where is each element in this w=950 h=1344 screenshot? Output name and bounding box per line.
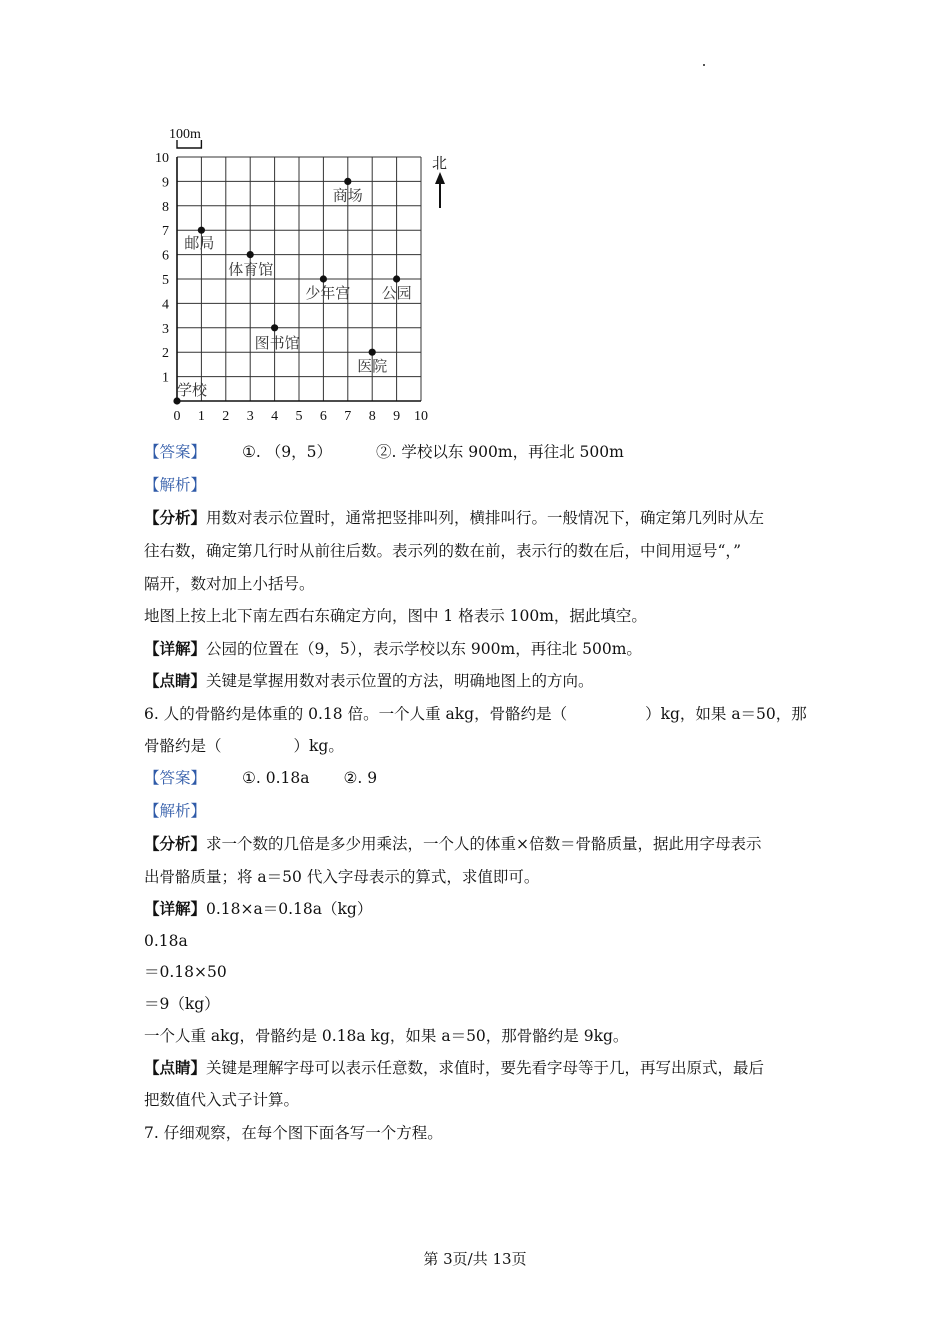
x-tick-label: 8 [368,409,376,424]
map-point [271,324,278,331]
q5-answer-2: ②. 学校以东 900m，再往北 500m [376,443,624,461]
q5-point-text: 关键是掌握用数对表示位置的方法，明确地图上的方向。 [206,672,594,690]
q5-answer-tag: 【答案】 [144,443,207,461]
scale-label: 100m [169,127,201,142]
q6-point-line-1 [144,1058,764,1078]
q5-fenxi-line-3: 隔开，数对加上小括号。 [144,575,315,593]
q6-analysis-tag: 【解析】 [144,802,207,820]
q5-fenxi-line-1 [144,508,764,528]
y-tick-label: 2 [162,346,169,362]
q5-fenxi-tag: 【分析】 [144,508,207,527]
y-tick-label: 8 [162,199,169,215]
y-tick-label: 6 [162,248,169,264]
q5-fenxi-text-1: 用数对表示位置时，通常把竖排叫列，横排叫行。一般情况下，确定第几列时从左 [206,509,765,527]
q6-point-text-1: 关键是理解字母可以表示任意数，求值时，要先看字母等于几，再写出原式，最后 [206,1059,765,1077]
q7-question: 7. 仔细观察，在每个图下面各写一个方程。 [144,1124,443,1142]
q6-fenxi-line-1 [144,834,762,854]
q6-detail-line-5: 一个人重 akg，骨骼约是 0.18a kg，如果 a＝50，那骨骼约是 9kg。 [144,1027,629,1045]
stray-dot [703,64,705,66]
q5-fenxi-line-4: 地图上按上北下南左西右东确定方向，图中 1 格表示 100m，据此填空。 [144,607,647,625]
x-tick-label: 9 [393,409,401,424]
y-tick-label: 4 [162,297,169,313]
y-tick-label: 5 [162,273,169,288]
x-tick-label: 1 [197,409,205,424]
map-point-label: 邮局 [184,234,215,253]
north-label: 北 [432,156,448,172]
q6-answer-tag: 【答案】 [144,769,207,787]
map-point [393,275,400,282]
map-point-label: 体育馆 [228,260,274,279]
map-point-label: 医院 [357,357,388,376]
x-tick-label: 5 [295,409,303,424]
q6-detail-line-1 [144,899,372,919]
y-tick-label: 3 [162,321,169,337]
q5-detail-tag: 【详解】 [144,639,207,658]
north-arrow-icon [435,172,445,184]
coordinate-map [140,118,448,424]
map-point-label: 商场 [332,186,363,205]
map-point-label: 少年宫 [305,284,351,302]
q6-point-line-2: 把数值代入式子计算。 [144,1091,300,1109]
q6-question-2b: ）kg。 [293,737,344,755]
page-footer: 第 3页/共 13页 [423,1250,527,1268]
q6-question-1b: ）kg，如果 a＝50，那 [645,705,807,723]
map-point [344,178,351,185]
q5-detail-text: 公园的位置在（9，5），表示学校以东 900m，再往北 500m。 [206,640,642,658]
map-point-label: 公园 [381,284,412,302]
map-point-label: 学校 [177,381,208,399]
y-tick-label: 7 [162,224,169,240]
q6-question-1a: 6. 人的骨骼约是体重的 0.18 倍。一个人重 akg，骨骼约是（ [144,705,568,723]
q5-answer-1: ①. （9，5） [242,443,332,461]
q6-detail-tag: 【详解】 [144,899,207,918]
q6-fenxi-line-2: 出骨骼质量；将 a＝50 代入字母表示的算式，求值即可。 [144,868,540,886]
map-point [320,275,327,282]
q6-answer-1: ①. 0.18a [242,769,310,787]
x-tick-label: 10 [414,409,428,424]
q6-fenxi-tag: 【分析】 [144,834,207,853]
x-tick-label: 4 [271,409,279,424]
q5-fenxi-line-2: 往右数，确定第几行时从前往后数。表示列的数在前，表示行的数在后，中间用逗号“，” [144,542,742,560]
q6-detail-line-4: ＝9（kg） [144,995,220,1013]
q6-detail-line-2: 0.18a [144,932,188,950]
q6-answer-2: ②. 9 [343,769,378,787]
q6-detail-text-1: 0.18×a＝0.18a（kg） [206,900,373,918]
map-point [369,349,376,356]
x-tick-label: 3 [246,409,254,424]
map-point [247,251,254,258]
x-tick-label: 6 [319,409,327,424]
q6-question-line-2 [144,736,344,756]
q5-point-tag: 【点睛】 [144,671,207,690]
q5-answer-line [144,442,624,462]
map-point-label: 图书馆 [254,333,300,352]
q6-detail-line-3: ＝0.18×50 [144,963,227,981]
q6-question-line-1 [144,704,807,724]
q6-question-2a: 骨骼约是（ [144,737,222,755]
x-tick-label: 0 [173,409,181,424]
y-tick-label: 10 [155,151,169,166]
q5-analysis-tag: 【解析】 [144,476,207,494]
x-tick-label: 7 [344,409,352,424]
q5-detail-line [144,639,642,659]
q6-answer-line [144,768,377,788]
map-point [198,227,205,234]
x-tick-label: 2 [222,409,230,424]
q5-point-line [144,671,594,691]
q6-fenxi-text-1: 求一个数的几倍是多少用乘法，一个人的体重×倍数＝骨骼质量，据此用字母表示 [206,835,762,853]
y-tick-label: 1 [162,370,169,386]
y-tick-label: 9 [162,175,169,191]
q6-point-tag: 【点睛】 [144,1058,207,1077]
